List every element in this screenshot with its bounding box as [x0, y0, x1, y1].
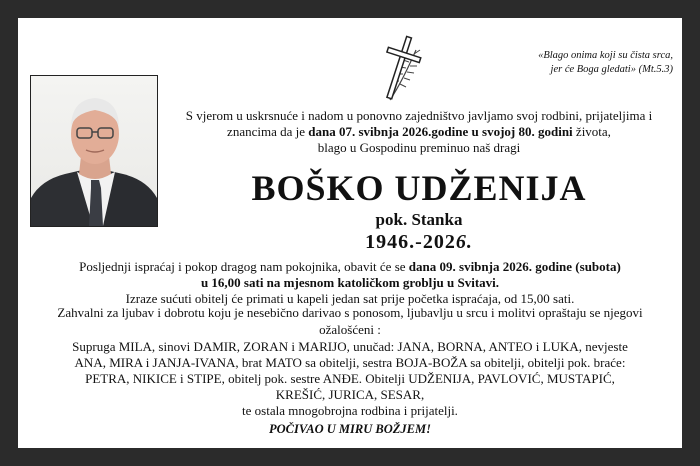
- funeral-line: Izraze sućuti obitelj će primati u kapeli jedan sat prije početka ispraćaja, od 15,00 sati.: [125, 291, 575, 306]
- thanks-line: Zahvalni za ljubav i dobrotu koju je nesebično darivao s ponosom, ljubavlju u srcu i molitvi opraštaju se njegovi: [57, 305, 643, 320]
- announcement-line: S vjerom u uskrsnuće i nadom u ponovno zajedništvo javljamo svoj rodbini, prijateljima i: [185, 108, 653, 123]
- obituary-card: [18, 18, 682, 448]
- mourners-line: ANA, MIRA i JANJA-IVANA, brat MATO sa obitelji, sestra BOJA-BOŽA sa obitelji, obitelji pok. braće:: [74, 355, 626, 370]
- announcement-text: [158, 108, 680, 156]
- announcement-text-part: života,: [572, 124, 611, 139]
- announcement-line: [158, 124, 680, 140]
- closing-phrase: POČIVAO U MIRU BOŽJEM!: [269, 422, 431, 436]
- thanks-line: ožalošćeni :: [319, 322, 381, 337]
- thanks-text: [26, 304, 674, 338]
- mourners-line: te ostala mnogobrojna rodbina i prijatelji.: [242, 403, 458, 418]
- portrait-photo: [30, 75, 158, 227]
- death-date: dana 07. svibnja 2026.godine u svojoj 80. godini: [308, 124, 573, 139]
- quote-line: jer će Boga gledati» (Mt.5.3): [550, 64, 673, 75]
- years-last: 6.: [455, 231, 473, 253]
- funeral-line: [26, 259, 674, 275]
- funeral-line: [26, 275, 674, 291]
- bible-quote: [473, 49, 673, 77]
- mourners-line: PETRA, NIKICE i STIPE, obitelj pok. sestre ANĐE. Obitelji UDŽENIJA, PAVLOVIĆ, MUSTAPIĆ,: [85, 371, 615, 386]
- portrait-illustration: [31, 76, 157, 226]
- father-name: pok. Stanka: [375, 210, 463, 229]
- years-main: 1946.-202: [365, 231, 456, 253]
- funeral-time-place: u 16,00 sati na mjesnom katoličkom groblju u Svitavi.: [200, 275, 500, 290]
- funeral-date: dana 09. svibnja 2026. godine (subota): [408, 259, 621, 274]
- quote-line: «Blago onima koji su čista srca,: [538, 50, 673, 61]
- mourners-line: Supruga MILA, sinovi DAMIR, ZORAN i MARIJO, unučad: JANA, BORNA, ANTEO i LUKA, nevjeste: [72, 339, 628, 354]
- mourners-list: [26, 339, 674, 419]
- funeral-text-part: Posljednji ispraćaj i pokop dragog nam pokojnika, obavit će se: [79, 259, 409, 274]
- funeral-info: [26, 259, 674, 307]
- mourners-line: KREŠIĆ, JURICA, SESAR,: [275, 387, 425, 402]
- announcement-line: blago u Gospodinu preminuo naš dragi: [317, 140, 521, 155]
- announcement-text-part: znancima da je: [227, 124, 309, 139]
- life-years: [158, 230, 680, 254]
- cross-icon: [370, 30, 430, 108]
- deceased-name: BOŠKO UDŽENIJA: [251, 168, 587, 208]
